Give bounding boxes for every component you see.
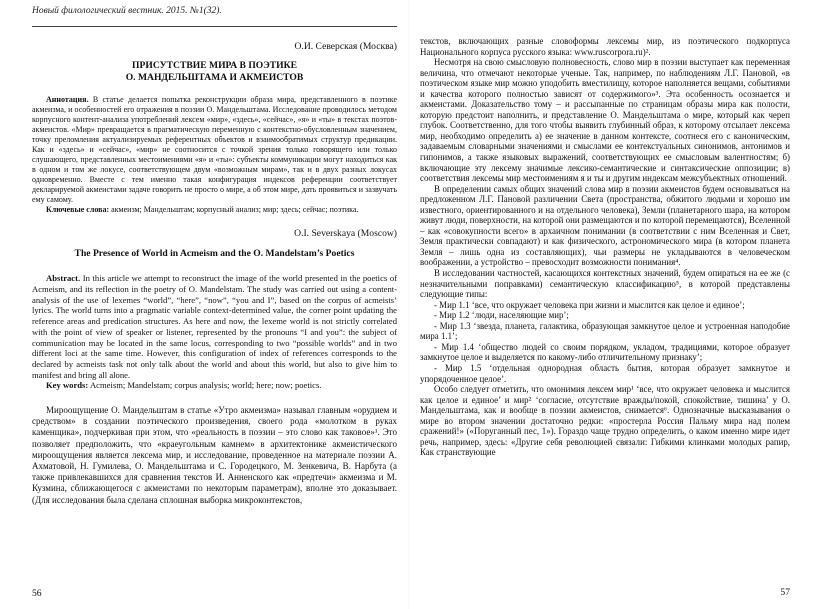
header-rule bbox=[32, 26, 397, 27]
list-item-4: - Мир 1.4 ‘общество людей со своим порядком, укладом, традициями, которое образует замкнутое целое и выделяется по какому-либо отличительному признаку’; bbox=[420, 341, 790, 363]
journal-header: Новый филологический вестник. 2015. №1(32). bbox=[32, 6, 222, 16]
keywords-ru-label: Ключевые слова: bbox=[46, 204, 110, 214]
right-paragraph-3: В определении самых общих значений слова мир в поэзии акмеистов будем основываться на предложенном Л.Г. Пановой различении Света (пространства, обжитого людьми и хорошо им известного, ориентированного и на отдельного человека), Земли (планетарного шара, на котором живут люди, поверхности, на которой они размещаются и по которой перемещаются), Вселенной – как «совокупности всего» в архаичном понимании (в соответствии с ним Вселенная и Свет, Земля практически совпадают) и как физического, астрономического мира (в котором планета Земля – лишь одна из составляющих), чьи размеры не укладываются в человеческом воображении, а устройство – превосходит возможности понимания⁴. bbox=[420, 183, 790, 268]
page-number-left: 56 bbox=[32, 588, 42, 599]
keywords-en-paragraph bbox=[32, 380, 397, 391]
list-item-2: - Мир 1.2 ‘люди, населяющие мир’; bbox=[434, 310, 569, 321]
abstract-ru bbox=[32, 95, 397, 215]
abstract-en-text: In this article we attempt to reconstruct the image of the world presented in the poetics of Acmeism, and its reflection in the poetry of O. Mandelstam. The study was carried out using a content-analysis of the use of lexemes “world”, “here”, “now”, “you and I”, based on the corpus of acmeists’ lyrics. The world turns into a pragmatic variable context-determined value, the corner point updating the reference areas and predication structures. As here and now, the lexeme world is not strictly correlated with the point of view of speaker or listener, represented by the pronouns “I and you”: the subject of communication may be located in the same locus, corresponding to two “possible worlds” and in two different loci at the same time. However, this configuration of index of references corresponds to the declared by acmeists task not only talk about the world and about this world, but also to give him to manifest and bring all alone. bbox=[32, 273, 397, 380]
abstract-ru-label: Аннотация. bbox=[46, 94, 89, 104]
abstract-ru-text: В статье делается попытка реконструкции образа мира, представленного в поэтике акмеизма, и особенностей его отражения в поэзии О. Мандельштама. Исследование проводилось методом корпусного контент-анализа употреблений лексем «мир», «здесь», «сейчас», «я» и «ты» в текстах поэтов-акмеистов. «Мир» превращается в прагматическую переменную с контекстно-обусловленным значением, точку преломления актуализируемых референтных объектов и взаимообратимых структур предикации. Как и «здесь» и «сейчас», «мир» не соотносится с точкой зрения только говорящего или только слушающего, представленных местоимениями «я» и «ты»: субъекты коммуникации могут находиться как в одном и том же локусе, соответствующем двум «возможным мирам», так и в двух разных локусах одновременно. Вместе с тем именно такая конфигурация индексов референции соответствует декларируемой акмеистами задаче говорить не просто о мире, а об этом мире, дать проявиться и зазвучать ему самому. bbox=[32, 94, 397, 204]
list-item-3: - Мир 1.3 ‘звезда, планета, галактика, образующая замкнутое целое и устроенная наподобие мира 1.1’; bbox=[420, 320, 790, 342]
page-gutter bbox=[408, 0, 410, 609]
page-number-right: 57 bbox=[780, 587, 790, 599]
keywords-ru-paragraph bbox=[32, 205, 397, 215]
abstract-en bbox=[32, 273, 397, 391]
abstract-en-paragraph bbox=[32, 273, 397, 380]
title-ru-line1: ПРИСУТСТВИЕ МИРА В ПОЭТИКЕ bbox=[132, 60, 297, 72]
left-page bbox=[32, 36, 397, 579]
article-title-ru bbox=[32, 60, 397, 82]
author-ru: О.И. Северская (Москва) bbox=[294, 41, 397, 52]
keywords-ru-text: акмеизм; Мандельштам; корпусный анализ; мир; здесь; сейчас; поэтика. bbox=[111, 204, 359, 214]
author-en: O.I. Severskaya (Moscow) bbox=[294, 227, 397, 239]
article-title-en: The Presence of World in Acmeism and the O. Mandelstam’s Poetics bbox=[74, 248, 355, 259]
body-ru-paragraph: Мироощущение О. Мандельштам в статье «Утро акмеизма» называл главным «орудием и средством» в создании поэтического произведения, своего рода «молотком в руках каменщика», подчеркивая при этом, что «реальность в поэзии – это слово как таковое»¹. Это позволяет предположить, что «краеугольным камнем» в архитектонике акмеистического мироощущения является лексема мир, и исследование, проведенное на материале поэзии А. Ахматовой, Н. Гумилева, О. Мандельштама и С. Городецкого, М. Зенкевича, В. Нарбута (а также привлекавшихся для сравнения текстов И. Анненского как «предтечи» акмеизма и М. Кузмина, сближающегося с акмеистами по некоторым параметрам), вполне это доказывает. (Для исследования была сделана сплошная выборка микроконтекстов, bbox=[32, 405, 397, 505]
title-ru-line2: О. МАНДЕЛЬШТАМА И АКМЕИСТОВ bbox=[125, 71, 304, 83]
body-text-left bbox=[32, 405, 397, 506]
right-paragraph-5: Особо следует отметить, что омонимия лексем мир¹ ‘все, что окружает человека и мыслится как целое и единое’ и мир² ‘согласие, отсутствие вражды/покой, спокойствие, тишина’ у О. Мандельштама, как и вообще в поэзии акмеистов, снимается⁶. Однозначные высказывания о мире во втором значении достаточно редки: «простерла Россия Пальму мира над полем сражений!» («Поруганный пес, 1»). Гораздо чаще трудно определить, о каком именно мире идет речь, например, здесь: «Другие себя революцией связали: Гибкими клинками молодых рапир, Как странствующие bbox=[420, 384, 790, 458]
right-paragraph-2: Несмотря на свою смысловую полновесность, слово мир в поэзии выступает как переменная величина, что отмечают некоторые ученые. Так, например, по наблюдениям Л.Г. Пановой, «в поэтическом языке мир можно уподобить вместилищу, которое наполняется вещами, событиями и качества которого полностью зависят от содержимого»³. Эта особенность осознается и акмеистами. Доказательство тому – и рассыпанные по страницам образы мира как полости, которую предстоит наполнить, и представление О. Мандельштама о мире, который как череп глубок. Соответственно, для того чтобы выявить глубинный образ, к которому отсылает лексема мир, необходимо определить а) ее значение в данном контексте, соотнеся его с каноническим, задаваемым словарными значениями и смыслами ее контекстуальных синонимов, антонимов и гипонимов, а также языковых выражений, соответствующих ее смысловым валентностям; б) включающие эту лексему значимые лексико-семантические и синтаксические оппозиции; в) соответствия лексемы мир местоимениям я и ты и другим индексам межсубъектных отношений. bbox=[420, 57, 790, 184]
abstract-ru-paragraph bbox=[32, 95, 397, 205]
right-page bbox=[420, 36, 790, 579]
keywords-en-text: Acmeism; Mandelstam; corpus analysis; world; here; now; poetics. bbox=[89, 380, 322, 391]
list-item-5: - Мир 1.5 ‘отдельная однородная область бытия, которая образует замкнутое и упорядоченное целое’. bbox=[420, 362, 790, 384]
list-item-1: - Мир 1.1 ‘все, что окружает человека при жизни и мыслится как целое и единое’; bbox=[434, 299, 745, 310]
right-paragraph-4: В исследовании частностей, касающихся контекстных значений, будем опираться на ее же (с незначительными поправками) семантическую классификацию⁵, в которой представлены следующие типы: bbox=[420, 268, 790, 300]
right-paragraph-1: текстов, включающих разные словоформы лексемы мир, из поэтического подкорпуса Национального корпуса русского языка: www.ruscorpora.ru)². bbox=[420, 36, 790, 57]
keywords-en-label: Key words: bbox=[46, 380, 89, 391]
abstract-en-label: Abstract. bbox=[46, 273, 81, 284]
